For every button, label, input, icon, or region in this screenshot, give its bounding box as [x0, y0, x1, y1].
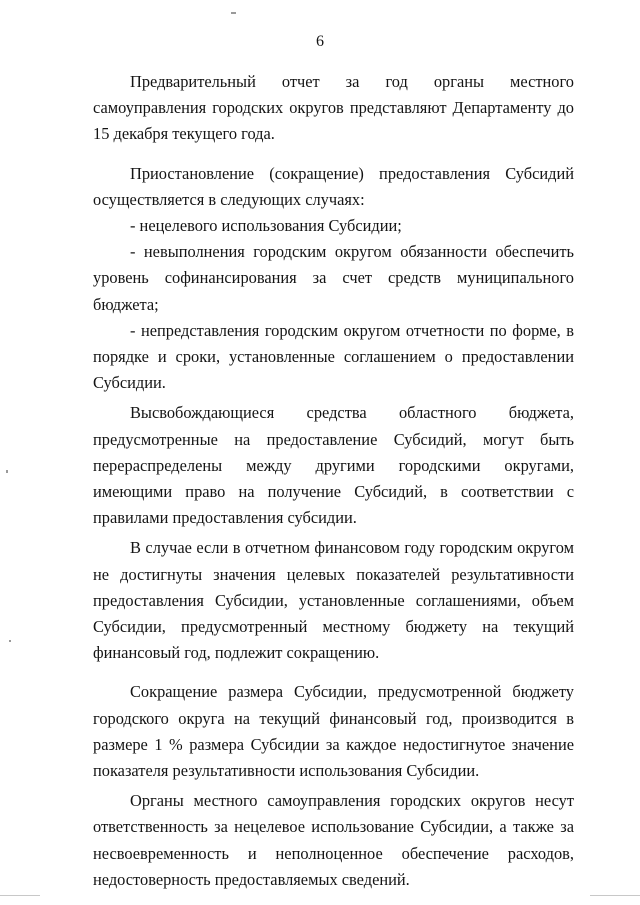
paragraph-reduction-size: Сокращение размера Субсидии, предусмотренной бюджету городского округа на текущий финансовый год, производится в размере 1 % размера Субсидии за каждое недостигнутое значение показателя результативности использования Субсидии. [93, 682, 574, 781]
scan-speck [9, 640, 11, 642]
scan-fold-line [0, 895, 40, 896]
scan-speck [231, 12, 236, 14]
paragraph-preliminary-report: Предварительный отчет за год органы местного самоуправления городских округов представляют Департаменту до 15 декабря текущего года. [93, 72, 574, 144]
document-body [93, 69, 574, 893]
scan-speck [6, 470, 8, 473]
list-item-reporting: - непредставления городским округом отчетности по форме, в порядке и сроки, установленные соглашением о предоставлении Субсидии. [93, 320, 574, 393]
list-item-misuse: - нецелевого использования Субсидии; [130, 216, 402, 236]
paragraph-redistribution: Высвобождающиеся средства областного бюджета, предусмотренные на предоставление Субсидий, могут быть перераспределены между другими городскими округами, имеющими право на получение Субсидий, в соответствии с правилами предоставления субсидии. [93, 403, 574, 528]
paragraph-suspension-intro: Приостановление (сокращение) предоставления Субсидий осуществляется в следующих случаях: [93, 163, 574, 209]
scan-fold-line [590, 895, 640, 896]
paragraph-responsibility: Органы местного самоуправления городских округов несут ответственность за нецелевое использование Субсидии, а также за несвоевременность и неполноценное обеспечение расходов, недостоверность предоставляемых сведений. [93, 791, 574, 889]
list-item-cofinancing: - невыполнения городским округом обязанности обеспечить уровень софинансирования за счет средств муниципального бюджета; [93, 242, 574, 314]
paragraph-targets-not-met: В случае если в отчетном финансовом году городским округом не достигнуты значения целевых показателей результативности предоставления Субсидии, установленные соглашениями, объем Субсидии, предусмотренный местному бюджету на текущий финансовый год, подлежит сокращению. [93, 538, 574, 663]
page-number: 6 [316, 33, 324, 50]
